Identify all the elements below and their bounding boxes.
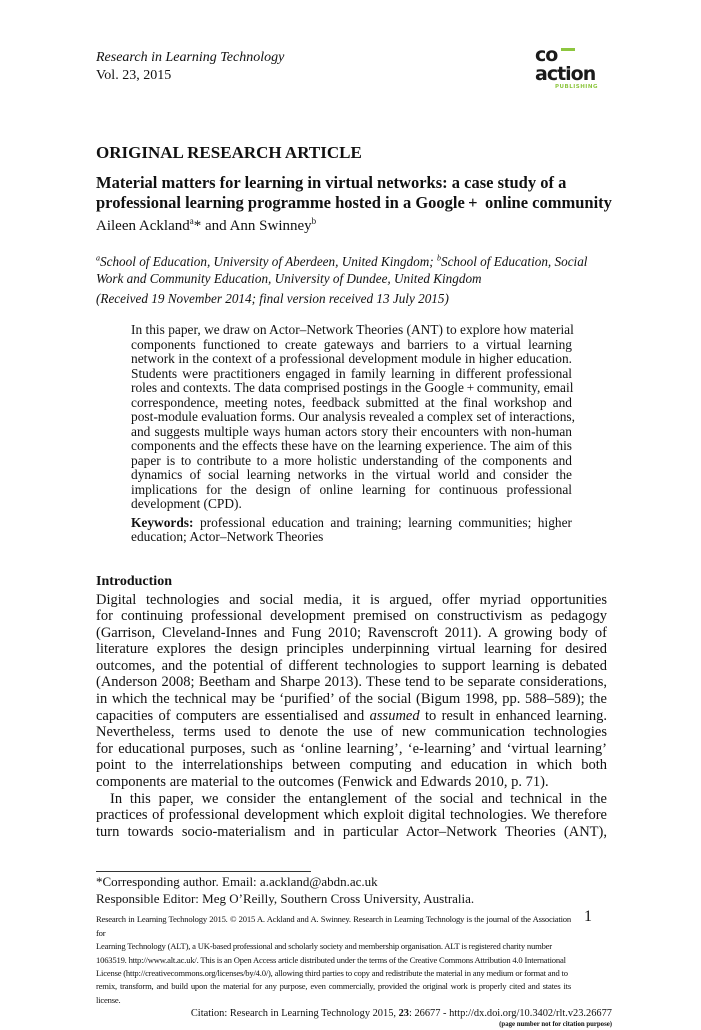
journal-volume: Vol. 23, 2015 — [96, 68, 172, 83]
abstract-line: In this paper, we draw on Actor–Network Theories (ANT) to explore how material — [131, 322, 574, 337]
author-name: Ann Swinney — [229, 218, 312, 234]
abstract-line: Students were practitioners engaged in family learning in different professional — [131, 365, 572, 381]
body-line: practices of professional development which exploit digital technologies. We therefore — [96, 807, 607, 824]
body-text — [96, 592, 607, 841]
logo-line2: action — [535, 63, 596, 85]
corresponding-author: *Corresponding author. Email: a.ackland@abdn.ac.uk — [96, 874, 378, 890]
affiliation-b: School of Education, Social — [440, 254, 588, 269]
abstract-line: development (CPD). — [131, 496, 242, 511]
article-type: ORIGINAL RESEARCH ARTICLE — [96, 143, 362, 162]
author-sup: a — [189, 216, 194, 226]
body-line: turn towards socio-materialism and in particular Actor–Network Theories (ANT), — [96, 823, 607, 840]
abstract — [131, 322, 575, 512]
abstract-line: network in the context of a professional development module in higher education. — [131, 351, 572, 366]
body-emphasis: assumed — [369, 707, 420, 724]
title-line: professional learning programme hosted in a Google + online community — [96, 193, 612, 212]
responsible-editor: Responsible Editor: Meg O’Reilly, Southern Cross University, Australia. — [96, 891, 475, 907]
author-and: and — [201, 218, 230, 234]
abstract-line: components and the effects these have on the learning experience. The aim of this — [131, 438, 572, 453]
body-line: In this paper, we consider the entanglement of the social and technical in the — [110, 790, 607, 807]
footer-line: Learning Technology (ALT), a UK-based professional and scholarly society and membership organisation. ALT is registered charity number — [96, 941, 552, 952]
section-heading: Introduction — [96, 573, 172, 589]
abstract-line: dynamics of social learning networks in the virtual world and consider the — [131, 467, 572, 482]
citation-doi: : 26677 - http://dx.doi.org/10.3402/rlt.v23.26677 — [408, 1008, 612, 1020]
author-name: Aileen Ackland — [96, 218, 190, 234]
body-line: outcomes, and the potential of different technologies to support learning is debated — [96, 657, 607, 674]
affiliations — [96, 254, 612, 287]
keywords-text: professional education and training; learning communities; higher — [193, 514, 572, 530]
footer-line: License (http://creativecommons.org/licenses/by/4.0/), allowing third parties to copy and redistribute the material in any medium or format and to — [96, 968, 568, 979]
footnotes — [96, 873, 612, 907]
footer-line: Research in Learning Technology 2015. © 2015 A. Ackland and A. Swinney. Research in Learning Technology is the journal of the Association for — [96, 914, 571, 938]
affiliation-a: School of Education, University of Aberdeen, United Kingdom; — [100, 254, 437, 269]
abstract-line: post-module evaluation forms. Our analysis revealed a complex set of interactions, — [131, 409, 575, 424]
body-line: (Garrison, Cleveland-Innes and Fung 2010; Ravenscroft 2011). A growing body of — [96, 624, 607, 641]
keywords-text: education; Actor–Network Theories — [131, 529, 324, 544]
abstract-line: and suggests multiple ways human actors story their encounters with non-human — [131, 423, 572, 439]
aff-sup: a — [96, 253, 100, 263]
body-line: components are material to the outcomes (Fenwick and Edwards 2010, p. 71). — [96, 774, 549, 791]
body-line: (Anderson 2008; Beetham and Sharpe 2013). These tend to be separate considerations, — [96, 674, 607, 691]
body-line: Digital technologies and social media, it is argued, offer myriad opportunities — [96, 591, 607, 608]
body-line: point to the interrelationships between computing and education in which both — [96, 757, 607, 774]
body-line: literature explores the design principles underpinning virtual learning for desired — [96, 641, 607, 658]
body-seg: capacities of computers are essentialised and — [96, 707, 370, 724]
body-seg: to result in enhanced learning. — [419, 707, 607, 724]
author-sup: b — [311, 216, 317, 226]
license-footer — [96, 913, 571, 1007]
footnote-rule — [96, 871, 311, 872]
article-title — [96, 173, 612, 213]
journal-name: Research in Learning Technology — [96, 50, 285, 65]
authors — [96, 217, 612, 235]
body-line — [96, 708, 607, 725]
citation — [96, 1007, 612, 1020]
body-line: in which the technical may be ‘purified’ of the social (Bigum 1998, pp. 588–589); the — [96, 691, 607, 708]
corresponding-mark: * — [193, 218, 202, 234]
keywords-label: Keywords: — [131, 514, 194, 530]
logo-line1: co — [535, 44, 558, 66]
abstract-line: paper is to contribute to a more holistic understanding of the components and — [131, 452, 572, 468]
logo-sub: PUBLISHING — [555, 84, 598, 90]
footer-line: 1063519. http://www.alt.ac.uk/. This is an Open Access article distributed under the terms of the Creative Commons Attribution 4.0 International — [96, 954, 566, 965]
body-line: Nevertheless, terms used to denote the use of new communication technologies — [96, 724, 607, 741]
keywords — [131, 516, 572, 545]
abstract-line: roles and contexts. The data comprised postings in the Google + community, email — [131, 380, 574, 395]
footer-line: remix, transform, and build upon the material for any purpose, even commercially, provided the original work is properly cited and states its license. — [96, 981, 571, 1005]
citation-volume: 23 — [398, 1008, 409, 1020]
abstract-line: implications for the design of online learning for continuous professional — [131, 481, 572, 497]
title-line: Material matters for learning in virtual networks: a case study of a — [96, 173, 567, 192]
page-number-note: (page number not for citation purpose) — [499, 1021, 612, 1029]
abstract-line: components functioned to create gateways and barriers to a virtual learning — [131, 336, 572, 352]
aff-sup: b — [436, 253, 441, 263]
abstract-line: correspondence, meeting notes, feedback submitted at the final workshop and — [131, 394, 572, 410]
body-line: for continuing professional development premised on constructivism as pedagogy — [96, 608, 607, 625]
affiliation-b-cont: Work and Community Education, University of Dundee, United Kingdom — [96, 270, 482, 286]
citation-text: Citation: Research in Learning Technology 2015, — [190, 1008, 399, 1020]
body-line: for educational purposes, such as ‘online learning’, ‘e-learning’ and ‘virtual learning’ — [96, 740, 607, 757]
received-dates: (Received 19 November 2014; final version received 13 July 2015) — [96, 291, 449, 306]
page-number: 1 — [584, 908, 592, 925]
page-column — [96, 49, 612, 1030]
